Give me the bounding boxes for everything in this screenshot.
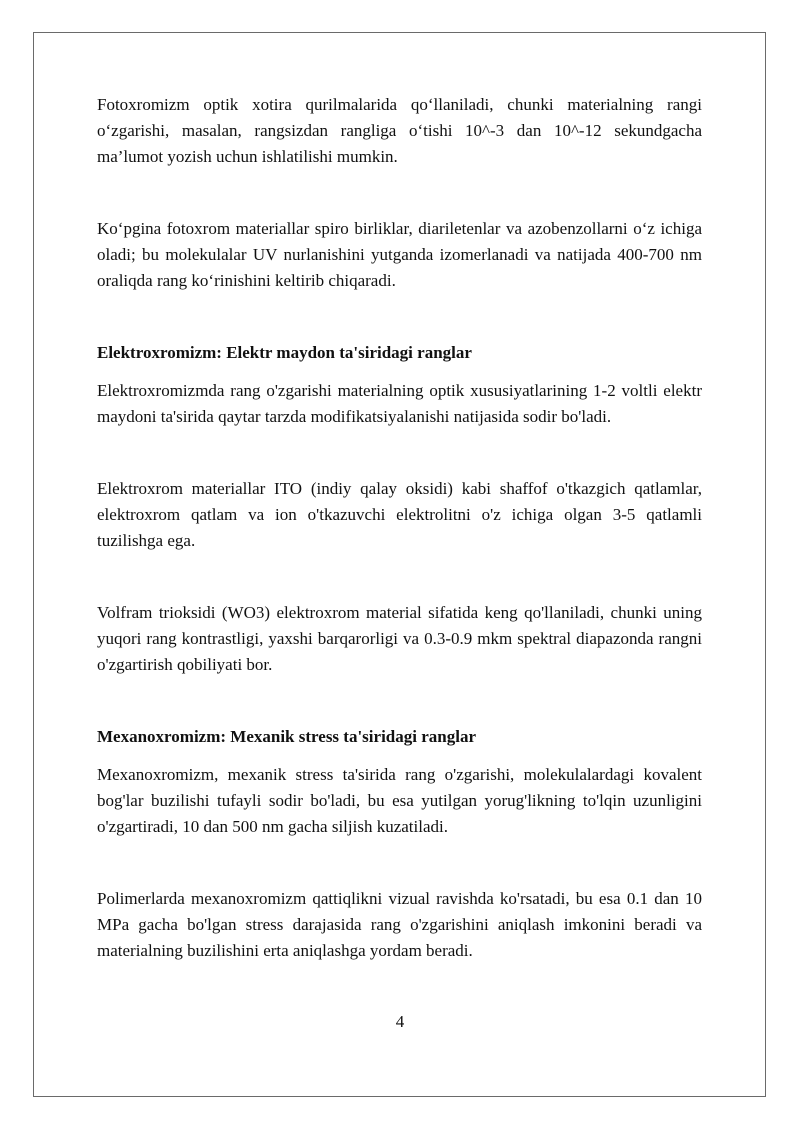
paragraph-mechanochromism-definition: Mexanoxromizm, mexanik stress ta'sirida rang o'zgarishi, molekulalardagi kovalent bog'lar buzilishi tufayli sodir bo'ladi, bu esa yutilgan yorug'likning to'lqin uzunligini o'zgartiradi, 10 dan 500 nm gacha siljish kuzatiladi.	[97, 765, 702, 836]
document-body	[97, 92, 702, 964]
paragraph-photochromic-materials: Ko‘pgina fotoxrom materiallar spiro birliklar, diariletenlar va azobenzollarni o‘z ichiga oladi; bu molekulalar UV nurlanishini yutganda izomerlanadi va natijada 400-700 nm oraliqda rang ko‘rinishini keltirib chiqaradi.	[97, 219, 702, 290]
heading-mechanochromism: Mexanoxromizm: Mexanik stress ta'siridagi ranglar	[97, 727, 476, 746]
paragraph-electrochromic-structure: Elektroxrom materiallar ITO (indiy qalay oksidi) kabi shaffof o'tkazgich qatlamlar, elektroxrom qatlam va ion o'tkazuvchi elektrolitni o'z ichiga olgan 3-5 qatlamli tuzilishga ega.	[97, 479, 702, 550]
paragraph-tungsten-trioxide: Volfram trioksidi (WO3) elektroxrom material sifatida keng qo'llaniladi, chunki uning yuqori rang kontrastligi, yaxshi barqarorligi va 0.3-0.9 mkm spektral diapazonda rangni o'zgartirish qobiliyati bor.	[97, 603, 702, 674]
paragraph-electrochromism-definition: Elektroxromizmda rang o'zgarishi materialning optik xususiyatlarining 1-2 voltli elektr maydoni ta'sirida qaytar tarzda modifikatsiyalanishi natijasida sodir bo'ladi.	[97, 381, 702, 426]
paragraph-polymer-mechanochromism: Polimerlarda mexanoxromizm qattiqlikni vizual ravishda ko'rsatadi, bu esa 0.1 dan 10 MPa gacha bo'lgan stress darajasida rang o'zgarishini aniqlash imkonini beradi va materialning buzilishini erta aniqlashga yordam beradi.	[97, 889, 702, 960]
page-number: 4	[395, 1012, 405, 1031]
heading-electrochromism: Elektroxromizm: Elektr maydon ta'siridagi ranglar	[97, 343, 472, 362]
paragraph-photochromism-memory: Fotoxromizm optik xotira qurilmalarida qo‘llaniladi, chunki materialning rangi o‘zgarishi, masalan, rangsizdan rangliga o‘tishi 10^-3 dan 10^-12 sekundgacha ma’lumot yozish uchun ishlatilishi mumkin.	[97, 95, 702, 166]
